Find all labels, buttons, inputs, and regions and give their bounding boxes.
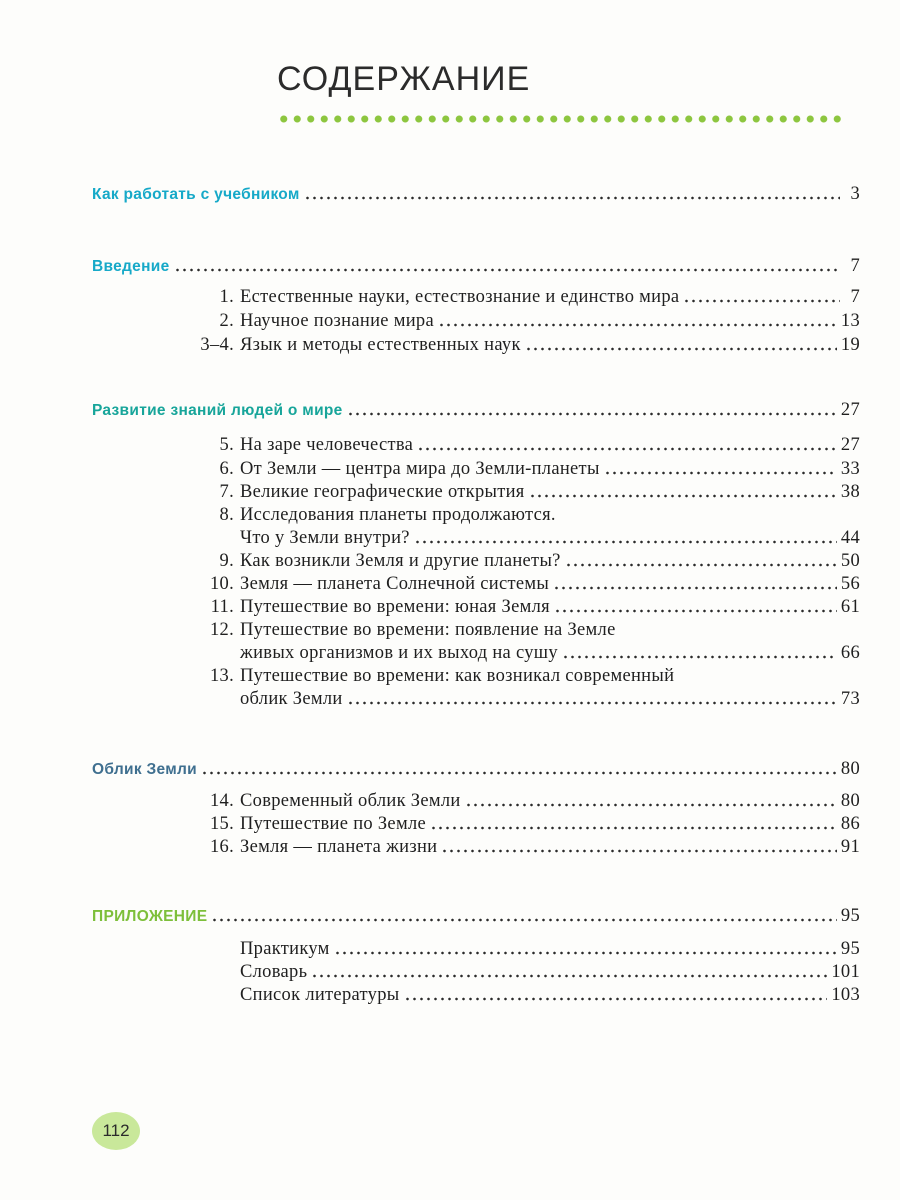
toc-section-intro[interactable]	[92, 254, 860, 278]
toc-section-development[interactable]	[92, 398, 860, 422]
item-number: 15.	[209, 814, 234, 834]
toc-item-continuation[interactable]	[240, 641, 860, 665]
toc-item[interactable]	[186, 333, 860, 357]
dot-leader	[604, 470, 837, 476]
dot-leader	[417, 446, 837, 452]
dot-leader	[565, 562, 837, 568]
page-ref: 61	[840, 597, 860, 617]
dot-leader	[414, 539, 837, 545]
page-ref: 95	[840, 939, 860, 959]
page-ref: 3	[850, 184, 860, 204]
toc-item[interactable]	[186, 309, 860, 333]
item-label: Земля — планета Солнечной системы	[240, 574, 550, 594]
toc-item-continuation[interactable]	[240, 526, 860, 550]
dot-leader	[465, 802, 837, 808]
toc-item-continuation[interactable]	[240, 687, 860, 711]
page-ref: 50	[840, 551, 860, 571]
page-ref: 38	[840, 482, 860, 502]
dot-leader	[211, 917, 837, 923]
item-number: 3–4.	[200, 335, 234, 355]
toc-item[interactable]	[186, 480, 860, 504]
item-number: 8.	[219, 505, 234, 525]
toc-item[interactable]	[186, 572, 860, 596]
dot-leader	[525, 346, 837, 352]
toc-item-first-line[interactable]	[186, 503, 556, 527]
section-label: Развитие знаний людей о мире	[92, 402, 343, 419]
item-label: Язык и методы естественных наук	[240, 335, 521, 355]
item-label: От Земли — центра мира до Земли-планеты	[240, 459, 600, 479]
page-ref: 73	[840, 689, 860, 709]
page-ref: 103	[831, 985, 860, 1005]
item-number: 1.	[219, 287, 234, 307]
page-ref: 80	[840, 791, 860, 811]
toc-item[interactable]	[186, 812, 860, 836]
toc-appendix-item[interactable]	[240, 983, 860, 1007]
page-ref: 101	[831, 962, 860, 982]
dot-leader	[441, 848, 837, 854]
dot-leader	[304, 195, 840, 201]
item-number: 10.	[209, 574, 234, 594]
item-number: 7.	[219, 482, 234, 502]
item-label: Словарь	[240, 962, 308, 982]
page-ref: 44	[840, 528, 860, 548]
item-label: Путешествие во времени: юная Земля	[240, 597, 550, 617]
toc-section-appendix[interactable]	[92, 904, 860, 928]
toc-item[interactable]	[186, 595, 860, 619]
item-label-continued: живых организмов и их выход на сушу	[240, 643, 558, 663]
item-label-continued: облик Земли	[240, 689, 343, 709]
item-number: 13.	[209, 666, 234, 686]
item-label: Список литературы	[240, 985, 400, 1005]
item-label: Путешествие во времени: появление на Земле	[240, 620, 616, 640]
item-number: 6.	[219, 459, 234, 479]
item-label: Научное познание мира	[240, 311, 434, 331]
toc-item[interactable]	[186, 433, 860, 457]
page-title: СОДЕРЖАНИЕ	[277, 60, 531, 98]
page-ref: 86	[840, 814, 860, 834]
toc-item-first-line[interactable]	[186, 618, 616, 642]
section-label: ПРИЛОЖЕНИЕ	[92, 908, 208, 925]
toc-appendix-item[interactable]	[240, 960, 860, 984]
item-number: 5.	[219, 435, 234, 455]
dot-leader	[334, 950, 837, 956]
toc-item[interactable]	[186, 549, 860, 573]
item-number: 12.	[209, 620, 234, 640]
page-ref: 13	[840, 311, 860, 331]
section-label: Облик Земли	[92, 761, 197, 778]
item-label: Великие географические открытия	[240, 482, 525, 502]
page-ref: 27	[840, 435, 860, 455]
item-number: 16.	[209, 837, 234, 857]
dot-leader	[529, 493, 837, 499]
item-number: 11.	[210, 597, 234, 617]
dot-leader	[347, 700, 837, 706]
dot-leader	[201, 770, 837, 776]
item-label: Как возникли Земля и другие планеты?	[240, 551, 561, 571]
item-number: 14.	[209, 791, 234, 811]
page-ref: 80	[840, 759, 860, 779]
item-label: На заре человечества	[240, 435, 414, 455]
item-label: Путешествие во времени: как возникал современный	[240, 666, 675, 686]
toc-appendix-item[interactable]	[240, 937, 860, 961]
section-label: Как работать с учебником	[92, 186, 300, 203]
dot-leader	[430, 825, 837, 831]
page-ref: 7	[850, 287, 860, 307]
dot-leader	[562, 654, 837, 660]
dot-leader	[554, 608, 837, 614]
page-ref: 91	[840, 837, 860, 857]
dot-leader	[438, 322, 837, 328]
item-label: Естественные науки, естествознание и единство мира	[240, 287, 680, 307]
item-label: Земля — планета жизни	[240, 837, 438, 857]
toc-item[interactable]	[186, 457, 860, 481]
item-number: 2.	[219, 311, 234, 331]
toc-item-first-line[interactable]	[186, 664, 674, 688]
title-dotted-rule	[277, 114, 843, 124]
item-label: Современный облик Земли	[240, 791, 461, 811]
toc-section-how-to[interactable]	[92, 182, 860, 206]
dot-leader	[553, 585, 837, 591]
page-ref: 27	[840, 400, 860, 420]
dot-leader	[174, 267, 840, 273]
page-ref: 7	[850, 256, 860, 276]
toc-item[interactable]	[186, 285, 860, 309]
page-ref: 56	[840, 574, 860, 594]
dot-leader	[683, 298, 840, 304]
dot-leader	[347, 411, 837, 417]
item-label: Исследования планеты продолжаются.	[240, 505, 556, 525]
page-number-badge: 112	[92, 1112, 140, 1150]
dot-leader	[311, 973, 827, 979]
item-label: Путешествие по Земле	[240, 814, 426, 834]
toc-item[interactable]	[186, 789, 860, 813]
page-ref: 95	[840, 906, 860, 926]
section-label: Введение	[92, 258, 170, 275]
toc-section-earth[interactable]	[92, 757, 860, 781]
page-ref: 19	[840, 335, 860, 355]
page-ref: 66	[840, 643, 860, 663]
page-ref: 33	[840, 459, 860, 479]
item-label: Практикум	[240, 939, 330, 959]
item-label-continued: Что у Земли внутри?	[240, 528, 410, 548]
item-number: 9.	[219, 551, 234, 571]
toc-item[interactable]	[186, 835, 860, 859]
dot-leader	[404, 996, 828, 1002]
